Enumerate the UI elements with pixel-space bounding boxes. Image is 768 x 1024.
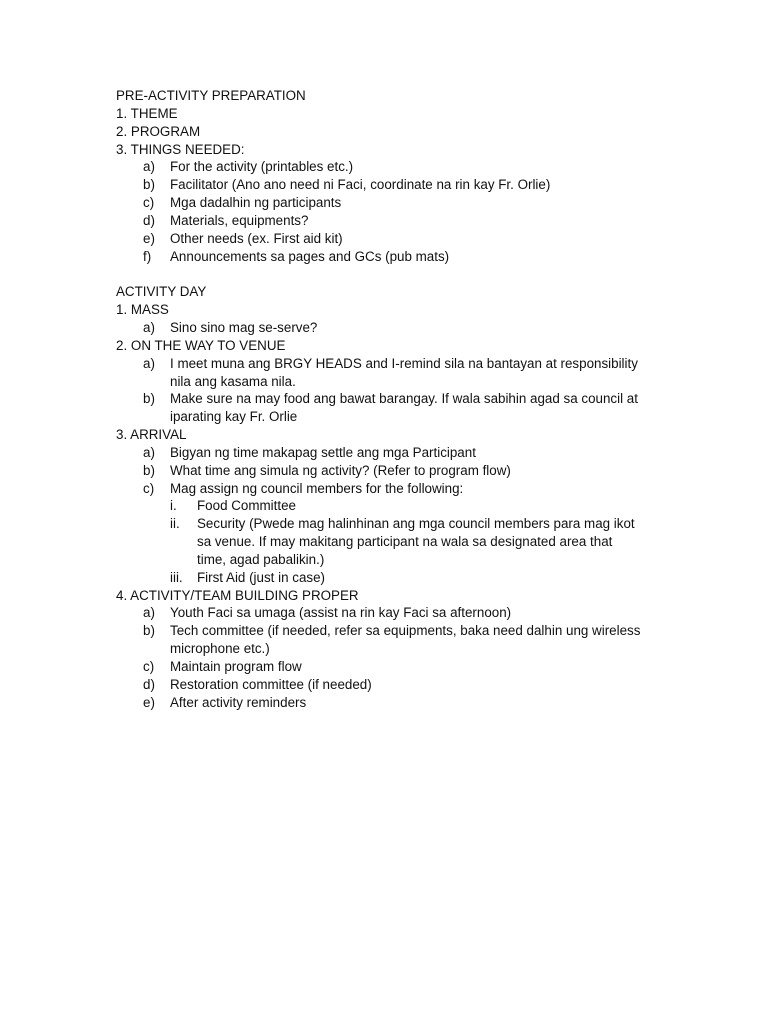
list-marker: a) xyxy=(143,159,155,175)
list-item-text: Security (Pwede mag halinhinan ang mga council members para mag ikot sa venue. If may makitang participant na wala sa designated area that time, agad pabalikin.) xyxy=(197,516,635,567)
number-label: 1. xyxy=(116,105,128,121)
list-item-text: Mag assign ng council members for the following: xyxy=(170,480,464,496)
list-item xyxy=(116,355,656,391)
list-marker: b) xyxy=(143,462,155,478)
list-item-text: Announcements sa pages and GCs (pub mats) xyxy=(170,248,450,264)
list-item-text: Maintain program flow xyxy=(170,659,302,674)
list-marker: a) xyxy=(143,444,155,460)
list-item-text: Bigyan ng time makapag settle ang mga Participant xyxy=(170,444,476,460)
number-label: 2. xyxy=(116,123,128,139)
list-marker: e) xyxy=(143,694,155,710)
list-item-text: Other needs (ex. First aid kit) xyxy=(170,230,343,246)
sub-list-item xyxy=(116,497,656,515)
section-spacer xyxy=(116,265,656,283)
list-item-text: Youth Faci sa umaga (assist na rin kay Faci sa afternoon) xyxy=(170,605,512,621)
sub-list-item xyxy=(116,515,656,569)
list-item-text: Restoration committee (if needed) xyxy=(170,676,372,692)
number-label: 2. xyxy=(116,337,128,353)
numbered-heading xyxy=(116,337,656,355)
list-item-text: Food Committee xyxy=(197,498,296,514)
list-item xyxy=(116,444,656,462)
heading-label: ARRIVAL xyxy=(130,427,187,443)
list-item-text: First Aid (just in case) xyxy=(197,569,325,585)
section-heading: ACTIVITY DAY xyxy=(116,284,207,300)
number-label: 3. xyxy=(116,427,128,443)
list-item-text: Mga dadalhin ng participants xyxy=(170,195,342,211)
list-item-text: I meet muna ang BRGY HEADS and I-remind sila na bantayan at responsibility nila ang kasama nila. xyxy=(170,355,638,389)
heading-label: THEME xyxy=(130,105,178,121)
list-marker: ii. xyxy=(170,516,180,532)
heading-label: MASS xyxy=(130,302,169,318)
list-item xyxy=(116,319,656,337)
list-marker: a) xyxy=(143,319,155,335)
numbered-heading xyxy=(116,301,656,319)
number-label: 3. xyxy=(116,141,128,157)
list-item-text: Facilitator (Ano ano need ni Faci, coordinate na rin kay Fr. Orlie) xyxy=(170,177,551,193)
list-item xyxy=(116,194,656,212)
list-marker: e) xyxy=(143,230,155,246)
list-item xyxy=(116,176,656,194)
list-item xyxy=(116,158,656,176)
list-item xyxy=(116,212,656,230)
list-item-text: Make sure na may food ang bawat barangay. If wala sabihin agad sa council at iparating kay Fr. Orlie xyxy=(170,391,638,425)
list-item xyxy=(116,694,656,712)
list-item xyxy=(116,604,656,622)
heading-label: THINGS NEEDED: xyxy=(130,141,245,157)
section-heading: PRE-ACTIVITY PREPARATION xyxy=(116,88,306,103)
list-marker: iii. xyxy=(170,569,183,585)
numbered-heading xyxy=(116,105,656,123)
list-item xyxy=(116,462,656,480)
list-marker: a) xyxy=(143,355,155,371)
list-marker: c) xyxy=(143,480,155,496)
list-marker: f) xyxy=(143,248,152,264)
list-item xyxy=(116,390,656,426)
list-marker: a) xyxy=(143,605,155,621)
list-item xyxy=(116,622,656,658)
heading-label: ON THE WAY TO VENUE xyxy=(130,337,286,353)
list-marker: i. xyxy=(170,498,177,514)
section-activity-day xyxy=(116,283,656,711)
list-marker: b) xyxy=(143,177,155,193)
list-item-text: For the activity (printables etc.) xyxy=(170,159,354,175)
list-marker: d) xyxy=(143,676,155,692)
list-marker: b) xyxy=(143,391,155,407)
list-marker: c) xyxy=(143,659,155,674)
list-item xyxy=(116,658,656,676)
numbered-heading xyxy=(116,123,656,141)
list-marker: d) xyxy=(143,212,155,228)
section-pre-activity xyxy=(116,87,656,265)
list-item xyxy=(116,230,656,248)
heading-label: PROGRAM xyxy=(130,123,201,139)
number-label: 1. xyxy=(116,302,128,318)
list-item-text: Sino sino mag se-serve? xyxy=(170,319,318,335)
heading-label: ACTIVITY/TEAM BUILDING PROPER xyxy=(130,587,359,603)
list-item-text: Materials, equipments? xyxy=(170,212,309,228)
list-item xyxy=(116,480,656,498)
number-label: 4. xyxy=(116,587,128,603)
list-marker: b) xyxy=(143,623,155,639)
numbered-heading xyxy=(116,426,656,444)
document-page xyxy=(116,87,656,712)
sub-list-item xyxy=(116,569,656,587)
numbered-heading xyxy=(116,141,656,159)
list-item-text: Tech committee (if needed, refer sa equipments, baka need dalhin ung wireless microphone etc.) xyxy=(170,623,641,657)
list-marker: c) xyxy=(143,195,155,211)
list-item-text: After activity reminders xyxy=(170,694,307,710)
list-item-text: What time ang simula ng activity? (Refer to program flow) xyxy=(170,462,511,478)
list-item xyxy=(116,248,656,266)
list-item xyxy=(116,676,656,694)
numbered-heading xyxy=(116,587,656,605)
